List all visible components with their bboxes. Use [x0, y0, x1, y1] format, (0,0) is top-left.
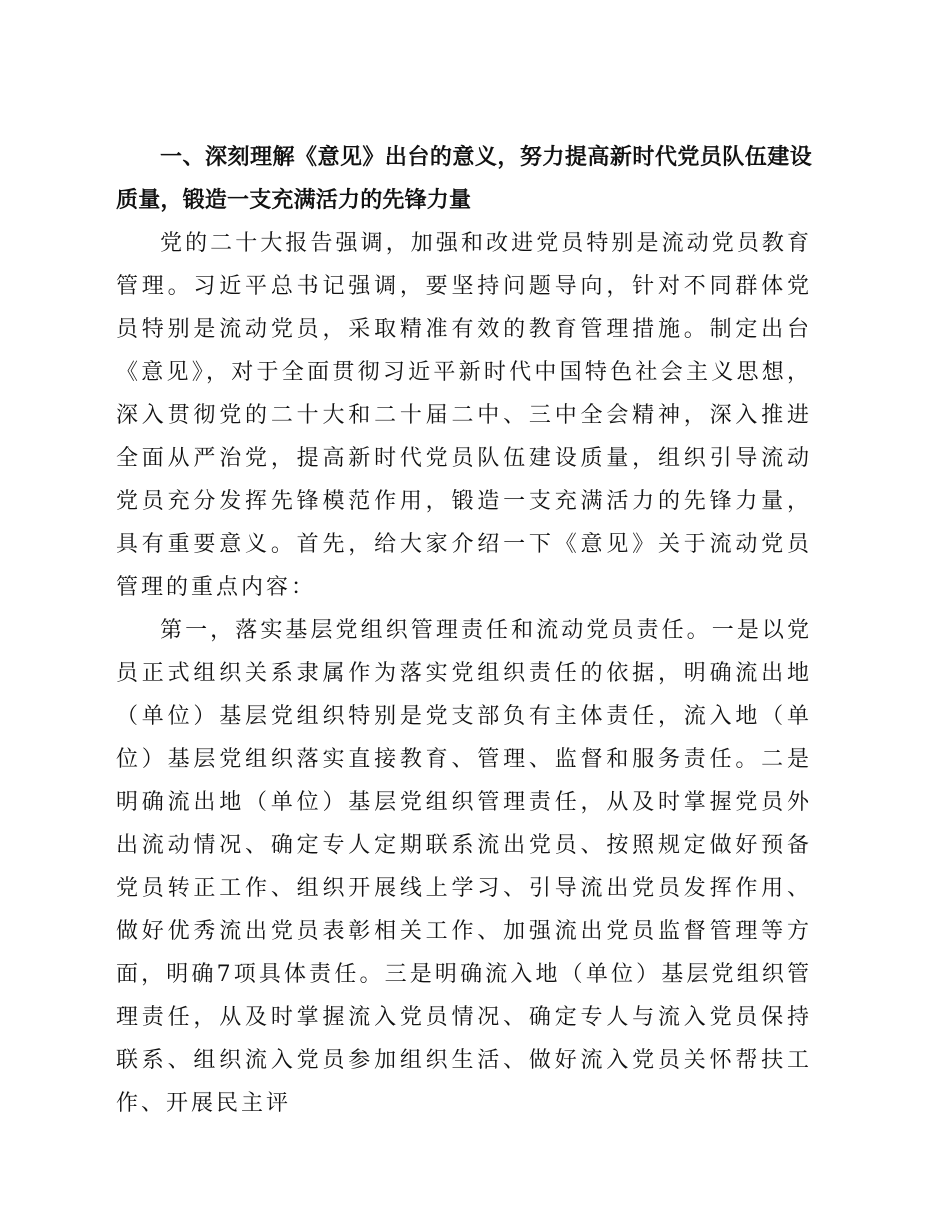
paragraph-first-point: 第一，落实基层党组织管理责任和流动党员责任。一是以党员正式组织关系隶属作为落实党组织责任的依据，明确流出地（单位）基层党组织特别是党支部负有主体责任，流入地（单位）基层党组织落实直接教育、管理、监督和服务责任。二是明确流出地（单位）基层党组织管理责任，从及时掌握党员外出流动情况、确定专人定期联系流出党员、按照规定做好预备党员转正工作、组织开展线上学习、引导流出党员发挥作用、做好优秀流出党员表彰相关工作、加强流出党员监督管理等方面，明确7项具体责任。三是明确流入地（单位）基层党组织管理责任，从及时掌握流入党员情况、确定专人与流入党员保持联系、组织流入党员参加组织生活、做好流入党员关怀帮扶工作、开展民主评 — [116, 618, 812, 1116]
document-page — [116, 136, 812, 1125]
section-heading: 一、深刻理解《意见》出台的意义，努力提高新时代党员队伍建设质量，锻造一支充满活力的先锋力量 — [116, 145, 812, 213]
paragraph-intro: 党的二十大报告强调，加强和改进党员特别是流动党员教育管理。习近平总书记强调，要坚持问题导向，针对不同群体党员特别是流动党员，采取精准有效的教育管理措施。制定出台《意见》，对于全面贯彻习近平新时代中国特色社会主义思想，深入贯彻党的二十大和二十届二中、三中全会精神，深入推进全面从严治党，提高新时代党员队伍建设质量，组织引导流动党员充分发挥先锋模范作用，锻造一支充满活力的先锋力量，具有重要意义。首先，给大家介绍一下《意见》关于流动党员管理的重点内容： — [116, 231, 812, 600]
